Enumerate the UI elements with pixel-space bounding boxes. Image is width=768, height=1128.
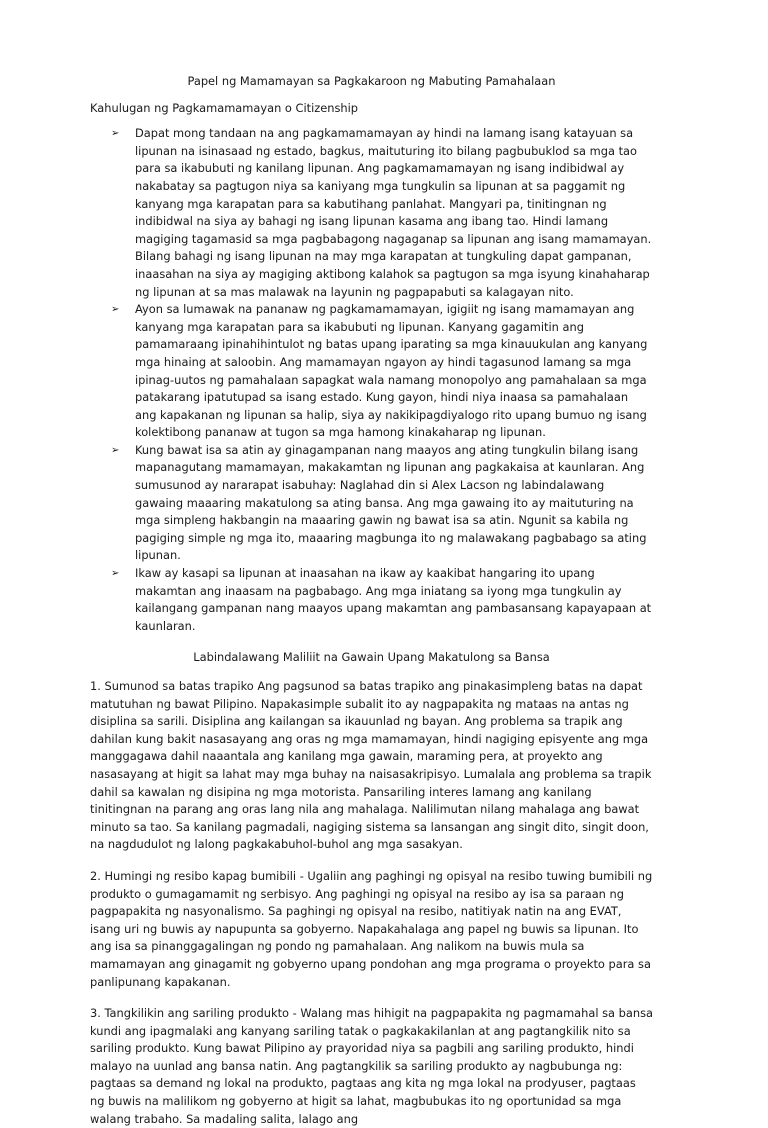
bullet-item [111,442,653,565]
bullet-list [90,125,653,635]
document-title: Papel ng Mamamayan sa Pagkakaroon ng Mabuting Pamahalaan [187,74,556,88]
arrow-bullet-icon: ➢ [111,128,120,140]
bullet-item [111,565,653,635]
bullet-item [111,301,653,442]
bullet-text: Ikaw ay kasapi sa lipunan at inaasahan na ikaw ay kaakibat hangaring ito upang makamtan ang inaasam na pagbabago. Ang mga iniatang sa iyong mga tungkulin ay kailangang gampanan nang maayos upang makamtan ang pambasansang kapayapaan at kaunlaran. [135,566,652,633]
numbered-paragraph: 2. Humingi ng resibo kapag bumibili - Ugaliin ang paghingi ng opisyal na resibo tuwing bumibili ng produkto o gumagamamit ng serbisyo. Ang paghingi ng opisyal na resibo ay isa sa paraan ng pagpapakita ng nasyonalismo. Sa paghingi ng opisyal na resibo, natitiyak natin na ang EVAT, isang uri ng buwis ay napupunta sa gobyerno. Napakahalaga ang papel ng buwis sa lipunan. Ito ang isa sa pinanggagalingan ng pondo ng pamahalaan. Ang nalikom na buwis mula sa mamamayan ang ginagamit ng gobyerno upang pondohan ang mga programa o proyekto para sa panlipunang kapakanan. [90,868,653,989]
bullet-text: Kung bawat isa sa atin ay ginagampanan nang maayos ang ating tungkulin bilang isang mapanagutang mamamayan, makakamtan ng lipunan ang pagkakaisa at kaunlaran. Ang sumusunod ay nararapat isabuhay: Naglahad din si Alex Lacson ng labindalawang gawaing maaaring makatulong sa ating bansa. Ang mga gawaing ito ay maituturing na mga simpleng hakbangin na maaaring gawin ng bawat isa sa atin. Ngunit sa kabila ng pagiging simple ng mga ito, maaaring magbunga ito ng malawakang pagbabago sa ating lipunan. [135,442,647,563]
section-subtitle: Labindalawang Maliliit na Gawain Upang Makatulong sa Bansa [193,650,550,665]
arrow-bullet-icon: ➢ [111,304,120,316]
bullet-text: Dapat mong tandaan na ang pagkamamamayan ay hindi na lamang isang katayuan sa lipunan na isinasaad ng estado, bagkus, maituturing ito bilang pagbubuklod sa mga tao para sa ikabubuti ng kanilang lipunan. Ang pagkamamamayan ng isang indibidwal ay nakabatay sa pagtugon niya sa kaniyang mga tungkulin sa lipunan at sa paggamit ng kanyang mga karapatan para sa kabutihang panlahat. Mangyari pa, tinitingnan ng indibidwal na siya ay bahagi ng isang lipunan kasama ang ibang tao. Hindi lamang magiging tagamasid sa mga pagbabagong nagaganap sa lipunan ang isang mamamayan. Bilang bahagi ng isang lipunan na may mga karapatan at tungkuling dapat gampanan, inaasahan na siya ay magiging aktibong kalahok sa pagtugon sa mga isyung kinahaharap ng lipunan at sa mas malawak na layunin ng pagpapabuti sa kalagayan nito. [135,126,652,299]
bullet-text: Ayon sa lumawak na pananaw ng pagkamamamayan, igigiit ng isang mamamayan ang kanyang mga karapatan para sa ikabubuti ng lipunan. Kanyang gagamitin ang pamamaraang ipinahihintulot ng batas upang iparating sa mga kinauukulan ang kanyang mga hinaing at saloobin. Ang mamamayan ngayon ay hindi tagasunod lamang sa mga ipinag-uutos ng pamahalaan sapagkat wala namang monopolyo ang pamahalaan sa mga patakarang ipatutupad sa isang estado. Kung gayon, hindi niya inaasa sa pamahalaan ang kapakanan ng lipunan sa halip, siya ay nakikipagdiyalogo rito upang bumuo ng isang kolektibong pananaw at tugon sa mga hamong kinakaharap ng lipunan. [135,302,648,440]
numbered-paragraph: 1. Sumunod sa batas trapiko Ang pagsunod sa batas trapiko ang pinakasimpleng batas na dapat matutuhan ng bawat Pilipino. Napakasimple subalit ito ay nagpapakita ng mataas na antas ng disiplina sa sarili. Disiplina ang kailangan sa ikauunlad ng bayan. Ang problema sa trapik ang dahilan kung bakit nasasayang ang oras ng mga mamamayan, hindi nagiging episyente ang mga manggagawa dahil naaantala ang kanilang mga gawain, maraming pera, at proyekto ang nasasayang at higit sa lahat may mga buhay na naisasakripisyo. Lumalala ang problema sa trapik dahil sa kawalan ng disipina ng mga motorista. Pansariling interes lamang ang kanilang tinitingnan na parang ang oras lang nila ang mahalaga. Nalilimutan nilang mahalaga ang bawat minuto sa tao. Sa kanilang pagmadali, nagiging sistema sa lansangan ang singit dito, singit doon, na nagdudulot ng lalong pagkakabuhol-buhol ang mga sasakyan. [90,679,652,852]
section-heading: Kahulugan ng Pagkamamamayan o Citizenship [90,100,359,115]
numbered-paragraph: 3. Tangkilikin ang sariling produkto - Walang mas hihigit na pagpapakita ng pagmamahal sa bansa kundi ang ipagmalaki ang kanyang sariling tatak o pagkakakilanlan at ang pagtangkilik nito sa sariling produkto. Kung bawat Pilipino ay prayoridad niya sa pagbili ang sariling produkto, hindi malayo na uunlad ang bansa natin. Ang pagtangkilik sa sariling produkto ay nagbubunga ng: pagtaas sa demand ng lokal na produkto, pagtaas ang kita ng mga lokal na prodyuser, pagtaas ng buwis na malilikom ng gobyerno at higit sa lahat, magbubukas ito ng oportunidad sa mga walang trabaho. Sa madaling salita, lalago ang [90,1006,654,1126]
arrow-bullet-icon: ➢ [111,444,120,456]
arrow-bullet-icon: ➢ [111,568,120,580]
bullet-item [111,125,653,301]
